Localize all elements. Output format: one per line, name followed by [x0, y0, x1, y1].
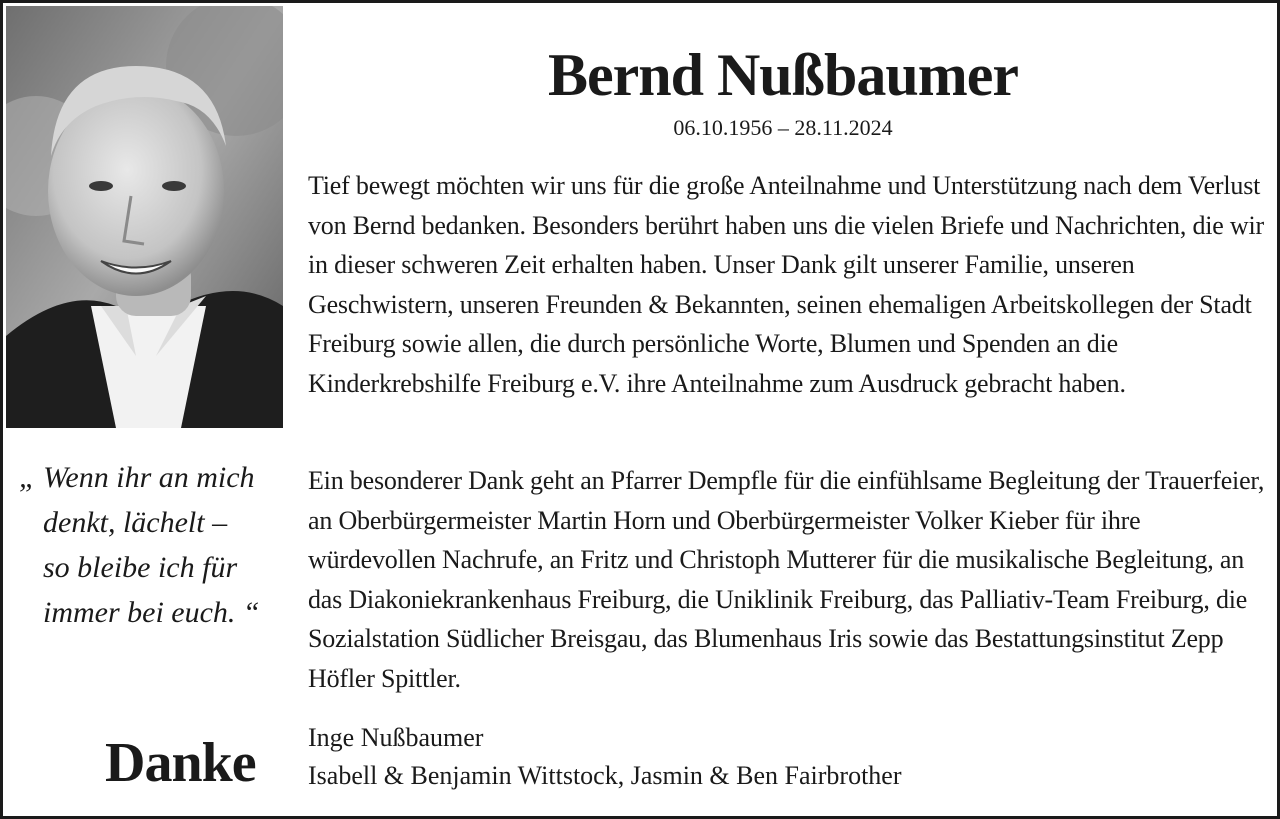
signer-line-2: Isabell & Benjamin Wittstock, Jasmin & Ben Fairbrother: [308, 761, 902, 790]
danke-heading: Danke: [105, 732, 256, 794]
quote-line-2: denkt, lächelt –: [43, 506, 228, 539]
signer-line-1: Inge Nußbaumer: [308, 723, 484, 752]
deceased-name: Bernd Nußbaumer: [547, 42, 1019, 108]
quote-line-1: „ Wenn ihr an mich: [19, 461, 255, 494]
life-dates: 06.10.1956 – 28.11.2024: [673, 115, 893, 140]
thanks-paragraph-1: Tief bewegt möchten wir uns für die große Anteilnahme und Unterstützung nach dem Verlust von Bernd bedanken. Besonders berührt haben uns die vielen Briefe und Nachrichten, die wir in dieser schweren Zeit erhalten haben. Unser Dank gilt unserer Familie, unseren Geschwistern, unseren Freunden & Bekannten, seinen ehemaligen Arbeitskollegen der Stadt Freiburg sowie allen, die durch persönliche Worte, Blumen und Spenden an die Kinderkrebshilfe Freiburg e.V. ihre Anteilnahme zum Ausdruck gebracht haben.: [308, 171, 1264, 398]
signers-block: [308, 719, 1208, 795]
portrait-illustration: [6, 6, 283, 428]
thanks-paragraph-2: Ein besonderer Dank geht an Pfarrer Dempfle für die einfühlsame Begleitung der Trauerfeier, an Oberbürgermeister Martin Horn und Oberbürgermeister Volker Kieber für ihre würdevollen Nachrufe, an Fritz und Christoph Mutterer für die musikalische Begleitung, an das Diakoniekrankenhaus Freiburg, die Uniklinik Freiburg, das Palliativ-Team Freiburg, die Sozialstation Südlicher Breisgau, das Blumenhaus Iris sowie das Bestattungsinstitut Zepp Höfler Spittler.: [308, 466, 1265, 693]
memorial-quote: [19, 455, 289, 635]
portrait-photo: [6, 6, 283, 428]
quote-line-4: immer bei euch. “: [43, 596, 260, 629]
quote-line-3: so bleibe ich für: [43, 551, 238, 584]
